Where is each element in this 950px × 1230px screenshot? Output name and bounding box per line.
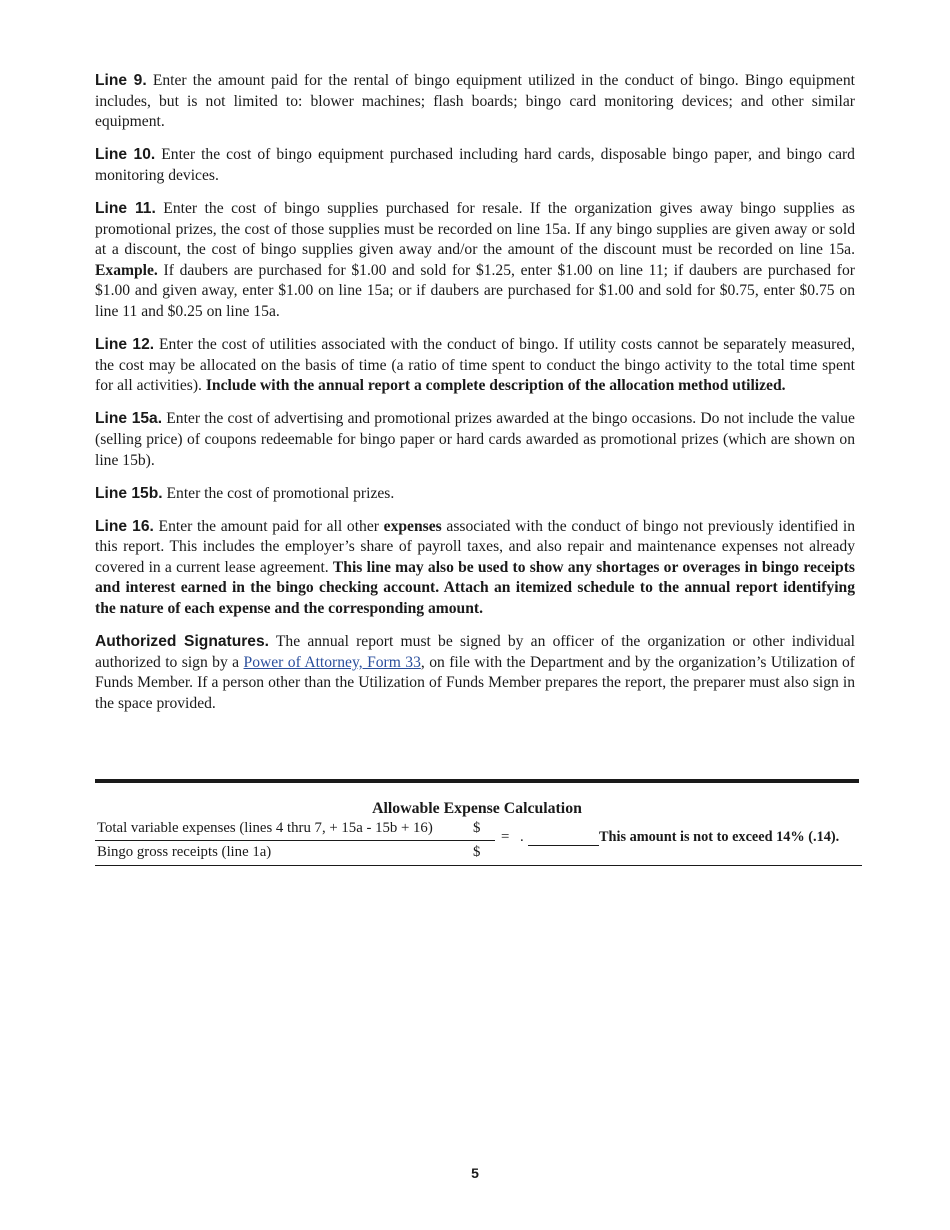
line-label: Line 9.: [95, 72, 147, 89]
power-of-attorney-link[interactable]: Power of Attorney, Form 33: [243, 653, 421, 671]
line-text: Enter the cost of bingo equipment purchased including hard cards, disposable bingo paper, and bingo card monitoring devices.: [95, 146, 855, 184]
calculation-bottom-rule: [95, 865, 862, 866]
line-text: Enter the cost of promotional prizes.: [162, 484, 395, 502]
line-label: Line 12.: [95, 336, 155, 354]
numerator-label: Total variable expenses (lines 4 thru 7, + 15a - 15b + 16): [97, 820, 433, 836]
numerator-row: [95, 820, 495, 841]
line-bold-text: Include with the annual report a complete description of the allocation method utilized.: [205, 377, 786, 395]
line-12-instruction: [95, 335, 855, 397]
line-text: Enter the cost of utilities associated with the conduct of bingo. If utility costs cannot be separately measured, the cost may be allocated on the basis of time (a ratio of time spent to conduct the bingo activity to the total time spent for all activities).: [95, 336, 855, 395]
limit-note: This amount is not to exceed 14% (.14).: [599, 829, 840, 845]
instructions-body: [95, 71, 855, 727]
result-blank-line[interactable]: [528, 845, 599, 846]
line-text: Enter the cost of advertising and promotional prizes awarded at the bingo occasions. Do not include the value (selling price) of coupons redeemable for bingo paper or hard cards awarded as promotional prizes (which are shown on line 15b).: [95, 410, 855, 469]
line-label: Authorized Signatures.: [95, 633, 269, 651]
denominator-currency: $: [473, 844, 481, 860]
denominator-label: Bingo gross receipts (line 1a): [97, 844, 272, 860]
line-16-instruction: [95, 517, 855, 620]
expenses-word: expenses: [383, 517, 442, 535]
authorized-signatures-instruction: [95, 632, 855, 714]
numerator-currency: $: [473, 820, 481, 836]
line-text: associated with the conduct of bingo not previously identified in this report. This includes the employer’s share of payroll taxes, and also repair and maintenance expenses not already covered in a current lease agreement.: [95, 517, 855, 576]
line-label: Line 16.: [95, 517, 154, 535]
line-text: If daubers are purchased for $1.00 and sold for $1.25, enter $1.00 on line 11; if daubers are purchased for $1.00 and given away, enter $1.00 on line 15a; or if daubers are purchased for $1.00 and sold for $0.75, enter $0.75 on line 11 and $0.25 on line 15a.: [95, 261, 855, 320]
decimal-point: .: [520, 829, 524, 845]
example-label: Example.: [95, 261, 158, 279]
line-label: Line 15b.: [95, 484, 163, 502]
line-9-instruction: [95, 71, 855, 133]
line-text: Enter the amount paid for all other: [153, 517, 384, 535]
line-label: Line 15a.: [95, 410, 163, 428]
line-bold-text: This line may also be used to show any shortages or overages in bingo receipts and interest earned in the bingo checking account. Attach an itemized schedule to the annual report identifying the nature of each expense and the corresponding amount.: [95, 558, 855, 618]
line-label: Line 10.: [95, 146, 156, 164]
line-label: Line 11.: [95, 199, 156, 217]
section-divider: [95, 779, 859, 783]
line-text: Enter the cost of bingo supplies purchased for resale. If the organization gives away bingo supplies as promotional prizes, the cost of those supplies must be recorded on line 15a. If any bingo supplies are given away or sold at a discount, the cost of bingo supplies given away and/or the amount of the discount must be recorded on line 15a.: [95, 199, 855, 259]
page-number: 5: [471, 1165, 479, 1181]
line-text: , on file with the Department and by the organization’s Utilization of Funds Member. If a person other than the Utilization of Funds Member prepares the report, the preparer must also sign in the space provided.: [95, 653, 855, 712]
line-10-instruction: [95, 145, 855, 186]
line-text: The annual report must be signed by an officer of the organization or other individual authorized to sign by a: [95, 633, 855, 671]
line-15a-instruction: [95, 409, 855, 471]
line-15b-instruction: [95, 484, 855, 505]
calculation-title: Allowable Expense Calculation: [372, 800, 582, 817]
line-11-instruction: [95, 199, 855, 323]
line-text: Enter the amount paid for the rental of bingo equipment utilized in the conduct of bingo. Bingo equipment includes, but is not limited to: blower machines; flash boards; bingo card monitoring devices; and other similar equipment.: [95, 72, 855, 131]
equals-sign: =: [501, 829, 510, 845]
